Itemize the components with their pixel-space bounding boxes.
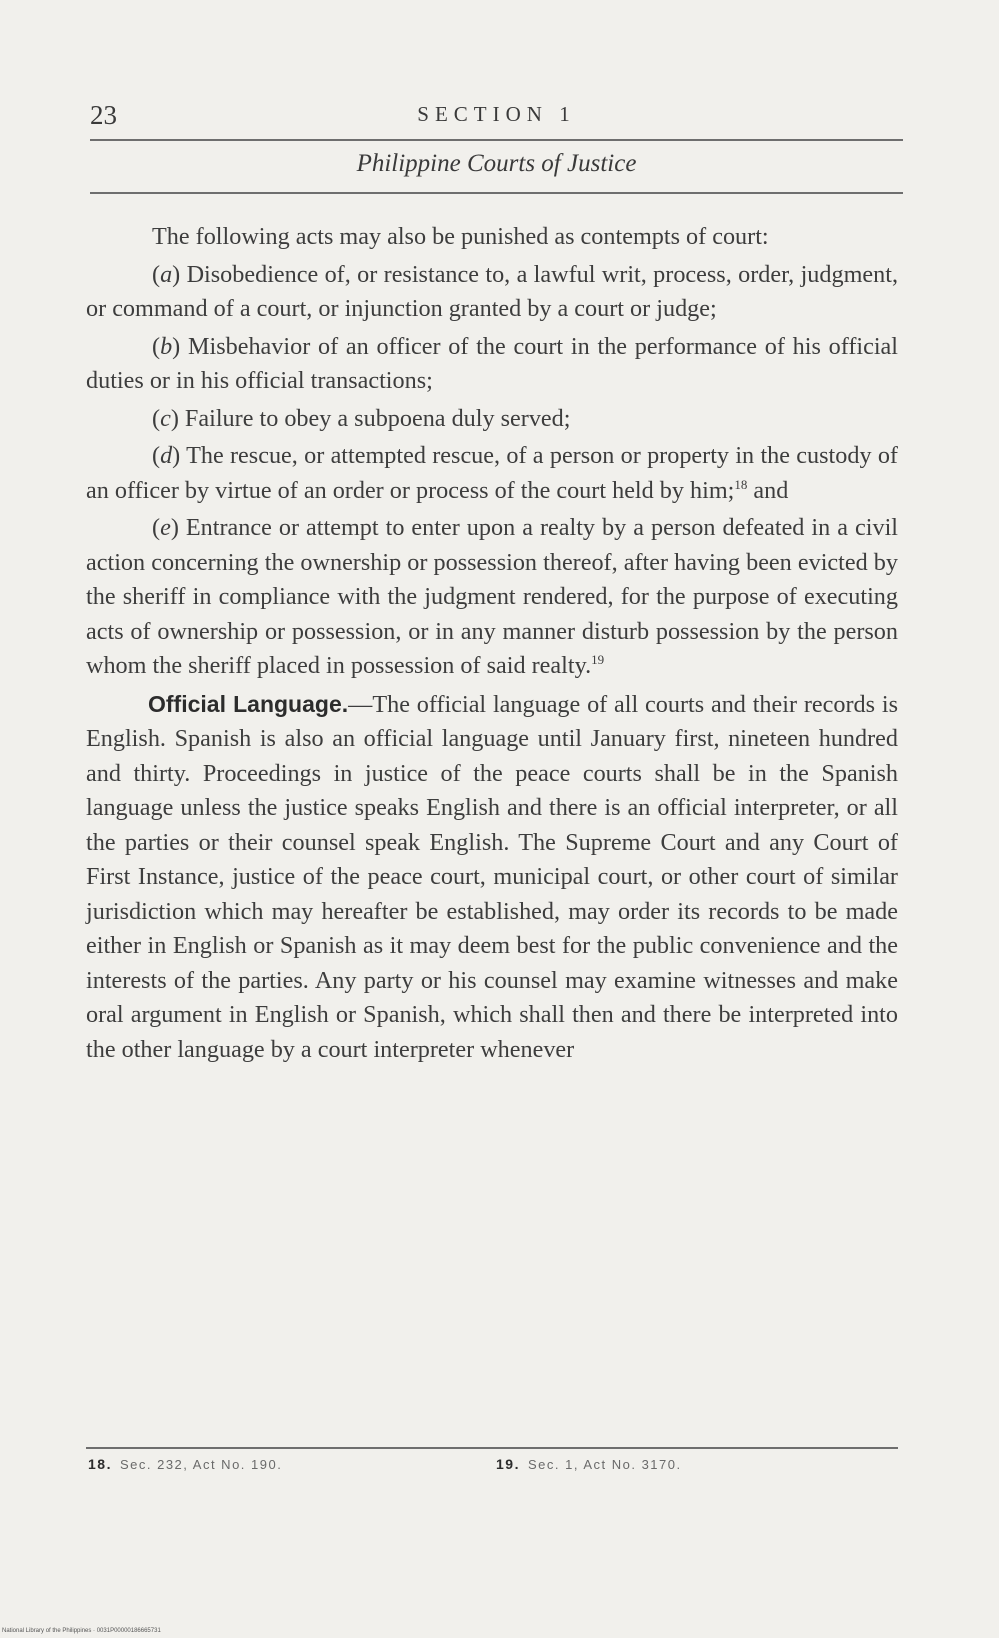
- official-language-heading: Official Language.: [148, 690, 349, 717]
- intro-paragraph: The following acts may also be punished as contempts of court:: [152, 223, 769, 250]
- item-text: Misbehavior of an officer of the court in the performance of his official duties or in his official transactions;: [86, 332, 899, 394]
- item-text: Entrance or attempt to enter upon a realty by a person defeated in a civil action concerning the ownership or possession thereof, after having been evicted by the sheriff in compliance with the judgment rendered, for the purpose of executing acts of ownership or possession, or in any manner disturb possession by the person whom the sheriff placed in possession of said realty.: [86, 514, 899, 679]
- item-text: The rescue, or attempted rescue, of a person or property in the custody of an officer by virtue of an order or process of the court held by him;: [86, 442, 898, 504]
- footnote-text: Sec. 1, Act No. 3170.: [527, 1457, 682, 1472]
- footnote-ref-18: 18: [734, 476, 748, 492]
- item-text: Disobedience of, or resistance to, a lawful writ, process, order, judgment, or command of a court, or injunction granted by a court or judge;: [86, 260, 898, 322]
- section-label: SECTION 1: [417, 102, 576, 126]
- item-text: Failure to obey a subpoena duly served;: [184, 404, 571, 432]
- item-letter: c: [160, 404, 171, 432]
- list-item-a: (a) Disobedience of, or resistance to, a lawful writ, process, order, judgment, or command of a court, or injunction granted by a court or judge;: [86, 260, 898, 322]
- chapter-subtitle: Philippine Courts of Justice: [356, 150, 637, 177]
- footnote-ref-19: 19: [591, 652, 605, 667]
- body-text: [86, 220, 898, 1067]
- running-header: [90, 100, 903, 140]
- footnote-text: Sec. 232, Act No. 190.: [119, 1457, 283, 1472]
- list-item-b: (b) Misbehavior of an officer of the court in the performance of his official duties or in his official transactions;: [86, 332, 899, 394]
- header-rule: [90, 139, 903, 141]
- page-number: 23: [90, 100, 117, 130]
- item-letter: e: [160, 514, 171, 541]
- item-trailing-word: and: [753, 476, 789, 504]
- footnote-rule: [86, 1447, 898, 1449]
- footnote-number: 18.: [88, 1456, 112, 1472]
- official-language-text: —The official language of all courts and their records is English. Spanish is also an official language until January first, nineteen hundred and thirty. Proceedings in justice of the peace courts shall be in the Spanish language unless the justice speaks English and there is an official interpreter, or all the parties or their counsel speak English. The Supreme Court and any Court of First Instance, justice of the peace court, municipal court, or other court of similar jurisdiction which may hereafter be established, may order its records to be made either in English or Spanish as it may deem best for the public convenience and the interests of the parties. Any party or his counsel may examine witnesses and make oral argument in English or Spanish, which shall then and there be interpreted into the other language by a court interpreter whenever: [86, 690, 898, 1063]
- list-item-d: (d) The rescue, or attempted rescue, of a person or property in the custody of an officer by virtue of an order or process of the court held by him;$^{18}$ and: [86, 442, 898, 504]
- scan-credit: National Library of the Philippines · 0031P00000186665731: [2, 1628, 161, 1634]
- item-letter: d: [160, 442, 173, 469]
- list-item-c: (c) Failure to obey a subpoena duly served;: [152, 404, 571, 432]
- item-letter: a: [160, 260, 173, 288]
- footnote-number: 19.: [496, 1456, 520, 1472]
- footnote-18: [88, 1456, 282, 1472]
- footnote-19: [496, 1456, 682, 1472]
- official-language-paragraph: [86, 687, 898, 1068]
- list-item-e: (e) Entrance or attempt to enter upon a realty by a person defeated in a civil action concerning the ownership or possession thereof, after having been evicted by the sheriff in compliance with the judgment rendered, for the purpose of executing acts of ownership or possession, or in any manner disturb possession by the person whom the sheriff placed in possession of said realty.$^{19}$: [86, 514, 899, 679]
- subtitle-rule: [90, 192, 903, 194]
- item-letter: b: [160, 332, 173, 360]
